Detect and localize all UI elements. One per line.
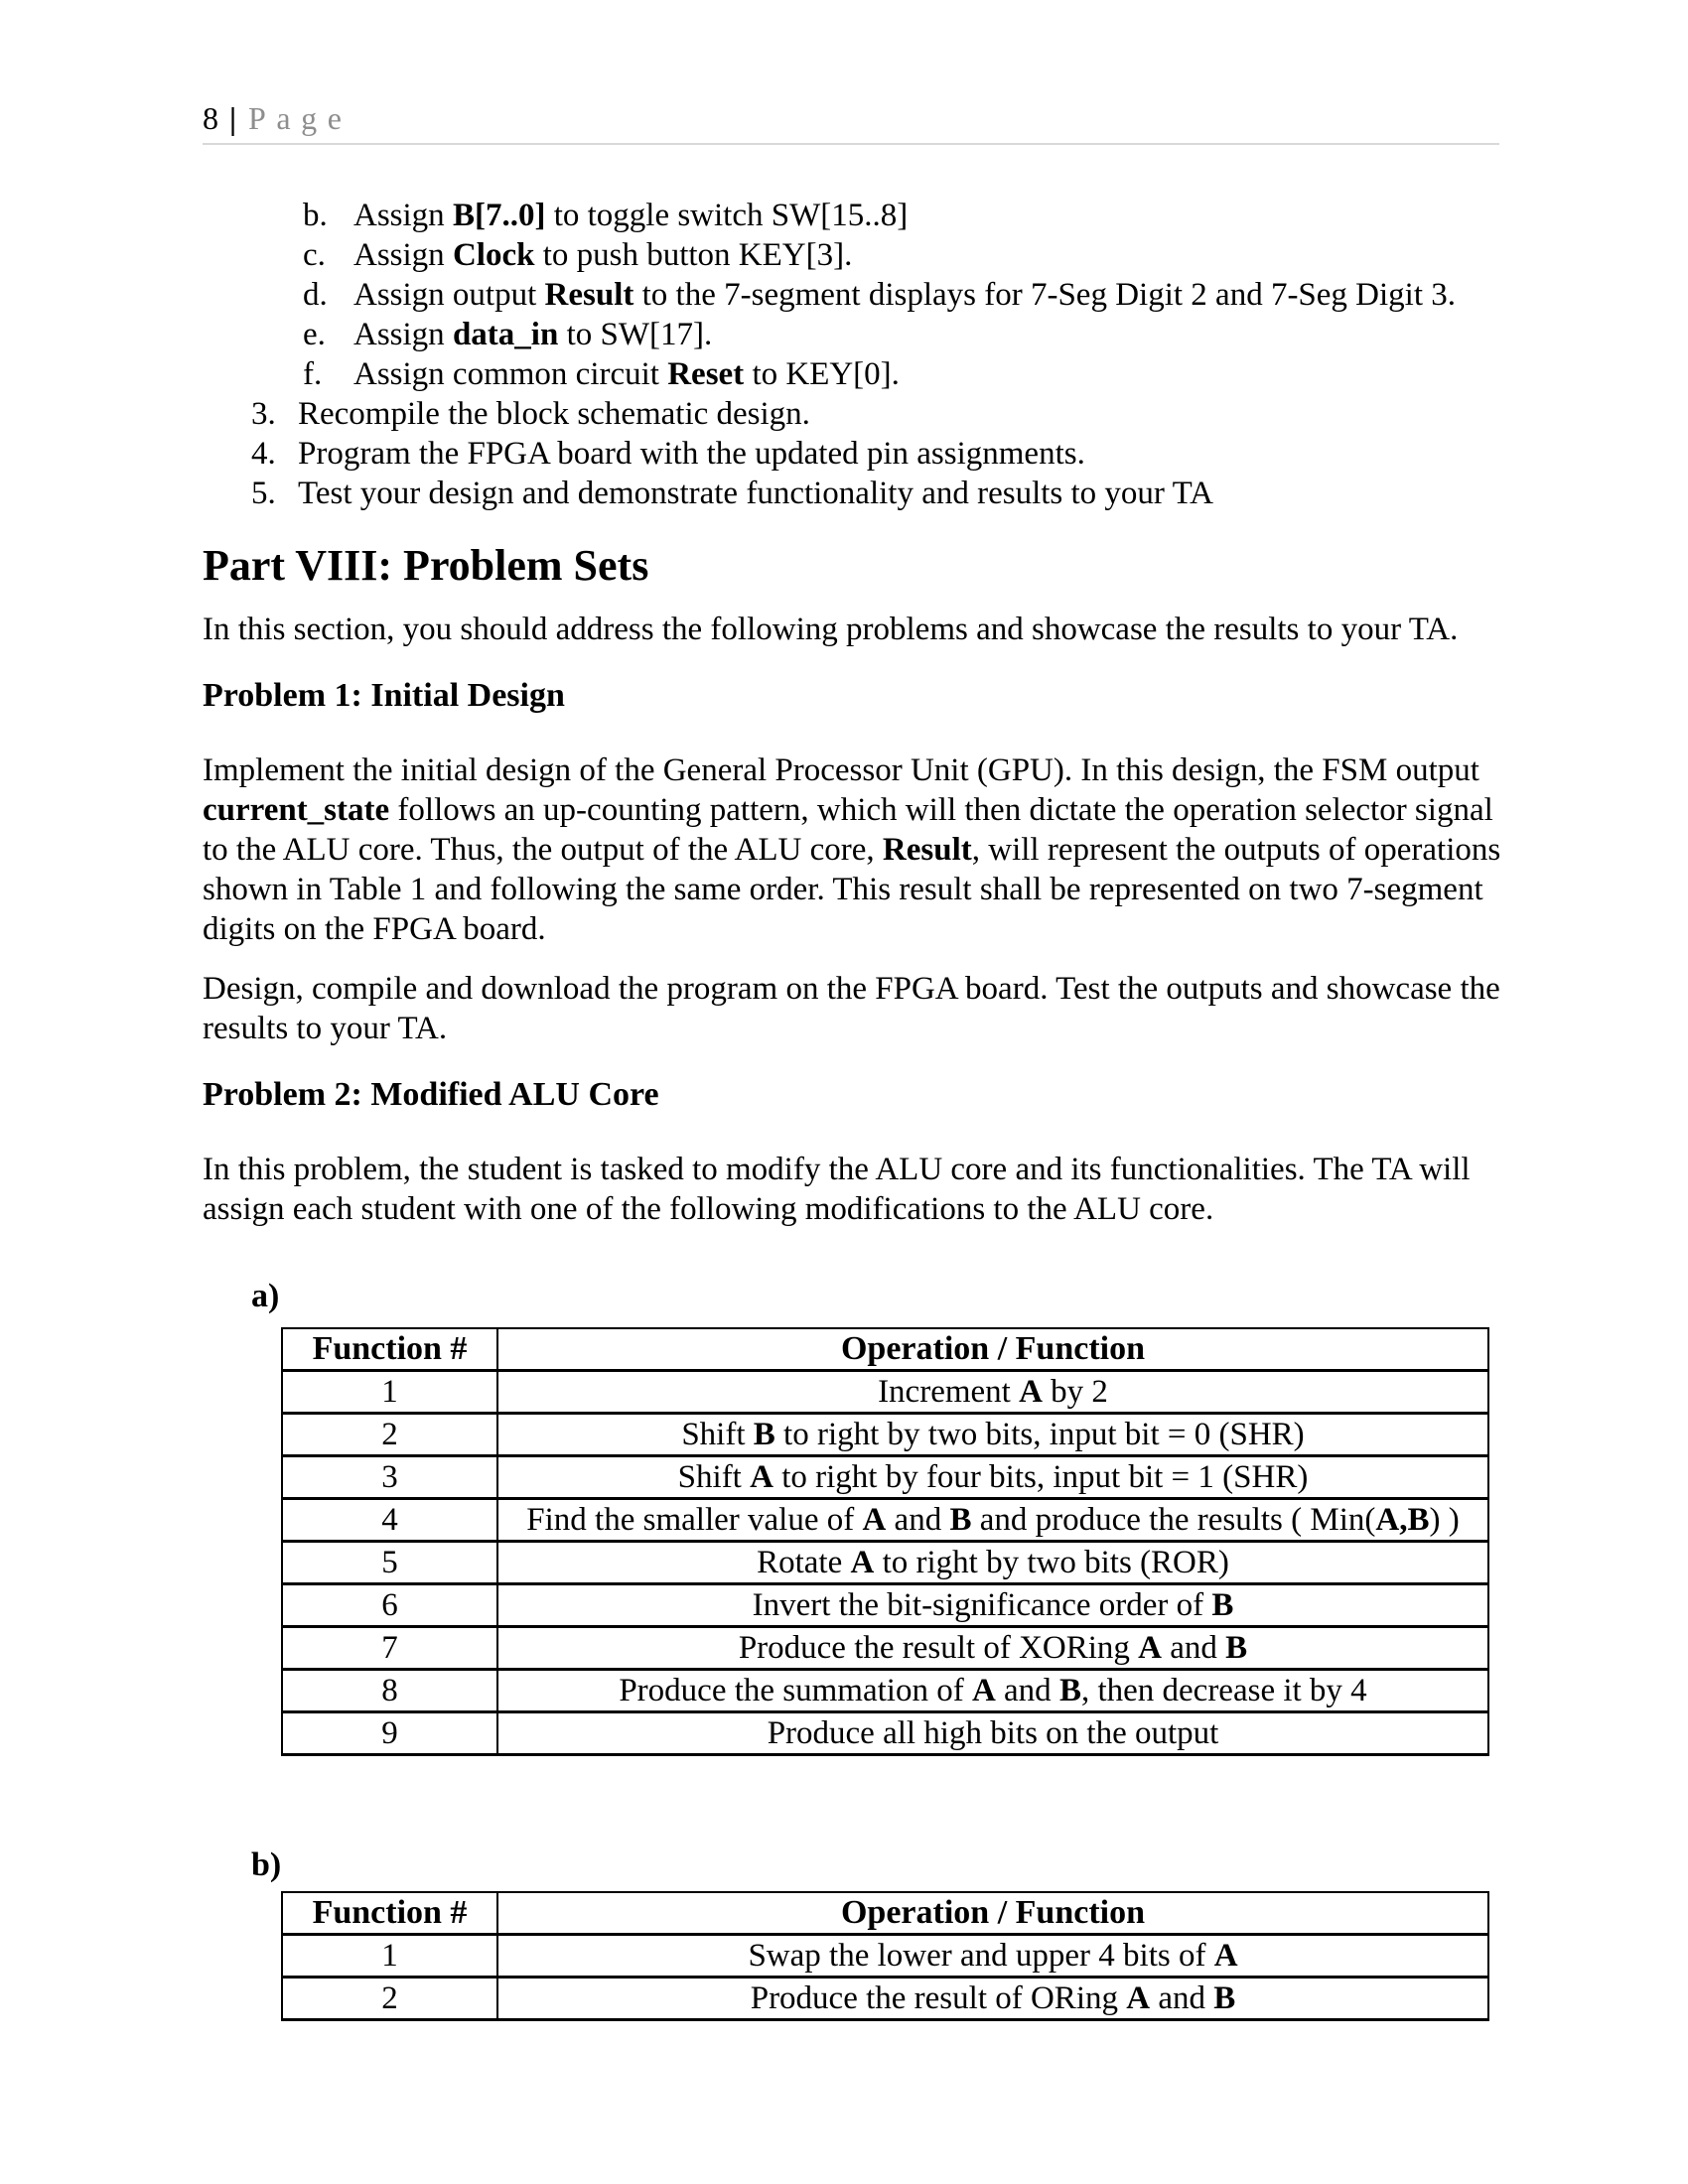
page-content xyxy=(203,0,1523,2021)
list-item-marker: e. xyxy=(303,317,326,352)
list-item-text: Assign common circuit Reset to KEY[0]. xyxy=(353,356,900,392)
list-item-marker: 3. xyxy=(251,396,276,432)
list-item-marker: d. xyxy=(303,277,328,313)
list-item xyxy=(203,394,1523,434)
list-item xyxy=(203,315,1523,354)
list-item-marker: c. xyxy=(303,237,326,273)
page-header-label: Page xyxy=(248,100,352,136)
table-header-row xyxy=(282,1892,1488,1935)
table-row xyxy=(282,1499,1488,1542)
table-a-label: a) xyxy=(251,1278,280,1314)
bold-text: current_state xyxy=(203,792,390,828)
table-b-label: b) xyxy=(251,1846,282,1883)
bold-text: B xyxy=(753,1417,775,1452)
bold-text: A xyxy=(1019,1374,1043,1410)
bold-text: A xyxy=(850,1545,875,1580)
column-header-operation: Operation / Function xyxy=(497,1328,1488,1371)
list-item-text: Assign B[7..0] to toggle switch SW[15..8] xyxy=(353,198,909,233)
list-item-marker: f. xyxy=(303,356,323,392)
function-number-cell: 9 xyxy=(282,1712,497,1755)
list-item-marker: b. xyxy=(303,198,328,233)
table-row xyxy=(282,1371,1488,1414)
list-item xyxy=(203,275,1523,315)
table-row xyxy=(282,1542,1488,1584)
problem2-title: Problem 2: Modified ALU Core xyxy=(203,1076,659,1113)
column-header-function-number: Function # xyxy=(282,1892,497,1935)
page-number: 8 xyxy=(203,100,218,136)
bold-text: A,B xyxy=(1375,1502,1430,1538)
table-row xyxy=(282,1935,1488,1978)
page-header xyxy=(203,101,1499,145)
function-number-cell: 5 xyxy=(282,1542,497,1584)
table-b-body xyxy=(282,1935,1488,2020)
operation-cell: Shift A to right by four bits, input bit = 1 (SHR) xyxy=(497,1456,1488,1499)
table-row xyxy=(282,1627,1488,1670)
column-header-operation: Operation / Function xyxy=(497,1892,1488,1935)
bold-text: A xyxy=(971,1673,996,1708)
list-item-marker: 5. xyxy=(251,476,276,511)
lettered-list xyxy=(203,196,1523,394)
problem2-paragraph: In this problem, the student is tasked to modify the ALU core and its functionalities. The TA will assign each student with one of the following modifications to the ALU core. xyxy=(203,1152,1471,1227)
bold-text: Clock xyxy=(452,237,535,273)
problem1-paragraph-1: Implement the initial design of the General Processor Unit (GPU). In this design, the FSM output current_state follows an up-counting pattern, which will then dictate the operation selector signal to the ALU core. Thus, the output of the ALU core, Result, will represent the outputs of operations shown in Table 1 and following the same order. This result shall be represented on two 7-segment digits on the FPGA board. xyxy=(203,752,1501,947)
bold-text: B xyxy=(1058,1673,1081,1708)
operation-cell: Invert the bit-significance order of B xyxy=(497,1584,1488,1627)
bold-text: A xyxy=(862,1502,887,1538)
list-item-marker: 4. xyxy=(251,436,276,472)
table-row xyxy=(282,1456,1488,1499)
function-table-a xyxy=(281,1327,1489,1756)
table-a-body xyxy=(282,1371,1488,1755)
column-header-function-number: Function # xyxy=(282,1328,497,1371)
table-header-row xyxy=(282,1328,1488,1371)
operation-cell: Shift B to right by two bits, input bit = 0 (SHR) xyxy=(497,1414,1488,1456)
function-number-cell: 4 xyxy=(282,1499,497,1542)
operation-cell: Swap the lower and upper 4 bits of A xyxy=(497,1935,1488,1978)
function-number-cell: 8 xyxy=(282,1670,497,1712)
operation-cell: Find the smaller value of A and B and produce the results ( Min(A,B) ) xyxy=(497,1499,1488,1542)
table-row xyxy=(282,1584,1488,1627)
page-header-separator: | xyxy=(229,100,237,136)
list-item xyxy=(203,474,1523,513)
table-row xyxy=(282,1670,1488,1712)
table-row xyxy=(282,1712,1488,1755)
function-number-cell: 1 xyxy=(282,1371,497,1414)
bold-text: Result xyxy=(882,832,972,868)
table-row xyxy=(282,1414,1488,1456)
list-item xyxy=(203,235,1523,275)
list-item xyxy=(203,196,1523,235)
bold-text: A xyxy=(750,1459,774,1495)
function-number-cell: 6 xyxy=(282,1584,497,1627)
function-number-cell: 2 xyxy=(282,1414,497,1456)
function-number-cell: 3 xyxy=(282,1456,497,1499)
operation-cell: Produce all high bits on the output xyxy=(497,1712,1488,1755)
bold-text: B xyxy=(1211,1587,1234,1623)
list-item xyxy=(203,354,1523,394)
table-row xyxy=(282,1978,1488,2020)
list-item-text: Assign output Result to the 7-segment displays for 7-Seg Digit 2 and 7-Seg Digit 3. xyxy=(353,277,1457,313)
bold-text: B xyxy=(949,1502,972,1538)
function-table-b xyxy=(281,1891,1489,2021)
bold-text: B xyxy=(1225,1630,1248,1666)
problem1-paragraph-2: Design, compile and download the program on the FPGA board. Test the outputs and showcase the results to your TA. xyxy=(203,971,1500,1046)
part-intro-paragraph: In this section, you should address the following problems and showcase the results to your TA. xyxy=(203,612,1459,647)
list-item-text: Assign data_in to SW[17]. xyxy=(353,317,713,352)
part-title: Part VIII: Problem Sets xyxy=(203,541,649,590)
bold-text: A xyxy=(1138,1630,1163,1666)
list-item-text: Recompile the block schematic design. xyxy=(298,396,810,432)
operation-cell: Produce the result of XORing A and B xyxy=(497,1627,1488,1670)
bold-text: A xyxy=(1126,1980,1151,2016)
list-item xyxy=(203,434,1523,474)
bold-text: data_in xyxy=(452,317,559,352)
list-item-text: Program the FPGA board with the updated pin assignments. xyxy=(298,436,1085,472)
bold-text: B xyxy=(1213,1980,1236,2016)
bold-text: B[7..0] xyxy=(452,198,546,233)
numbered-list xyxy=(203,394,1523,513)
function-number-cell: 1 xyxy=(282,1935,497,1978)
bold-text: Result xyxy=(544,277,634,313)
function-number-cell: 7 xyxy=(282,1627,497,1670)
list-item-text: Test your design and demonstrate functionality and results to your TA xyxy=(298,476,1213,511)
operation-cell: Rotate A to right by two bits (ROR) xyxy=(497,1542,1488,1584)
function-number-cell: 2 xyxy=(282,1978,497,2020)
bold-text: Reset xyxy=(667,356,745,392)
operation-cell: Produce the summation of A and B, then decrease it by 4 xyxy=(497,1670,1488,1712)
problem1-title: Problem 1: Initial Design xyxy=(203,677,565,714)
list-item-text: Assign Clock to push button KEY[3]. xyxy=(353,237,853,273)
bold-text: A xyxy=(1213,1938,1238,1974)
operation-cell: Produce the result of ORing A and B xyxy=(497,1978,1488,2020)
operation-cell: Increment A by 2 xyxy=(497,1371,1488,1414)
